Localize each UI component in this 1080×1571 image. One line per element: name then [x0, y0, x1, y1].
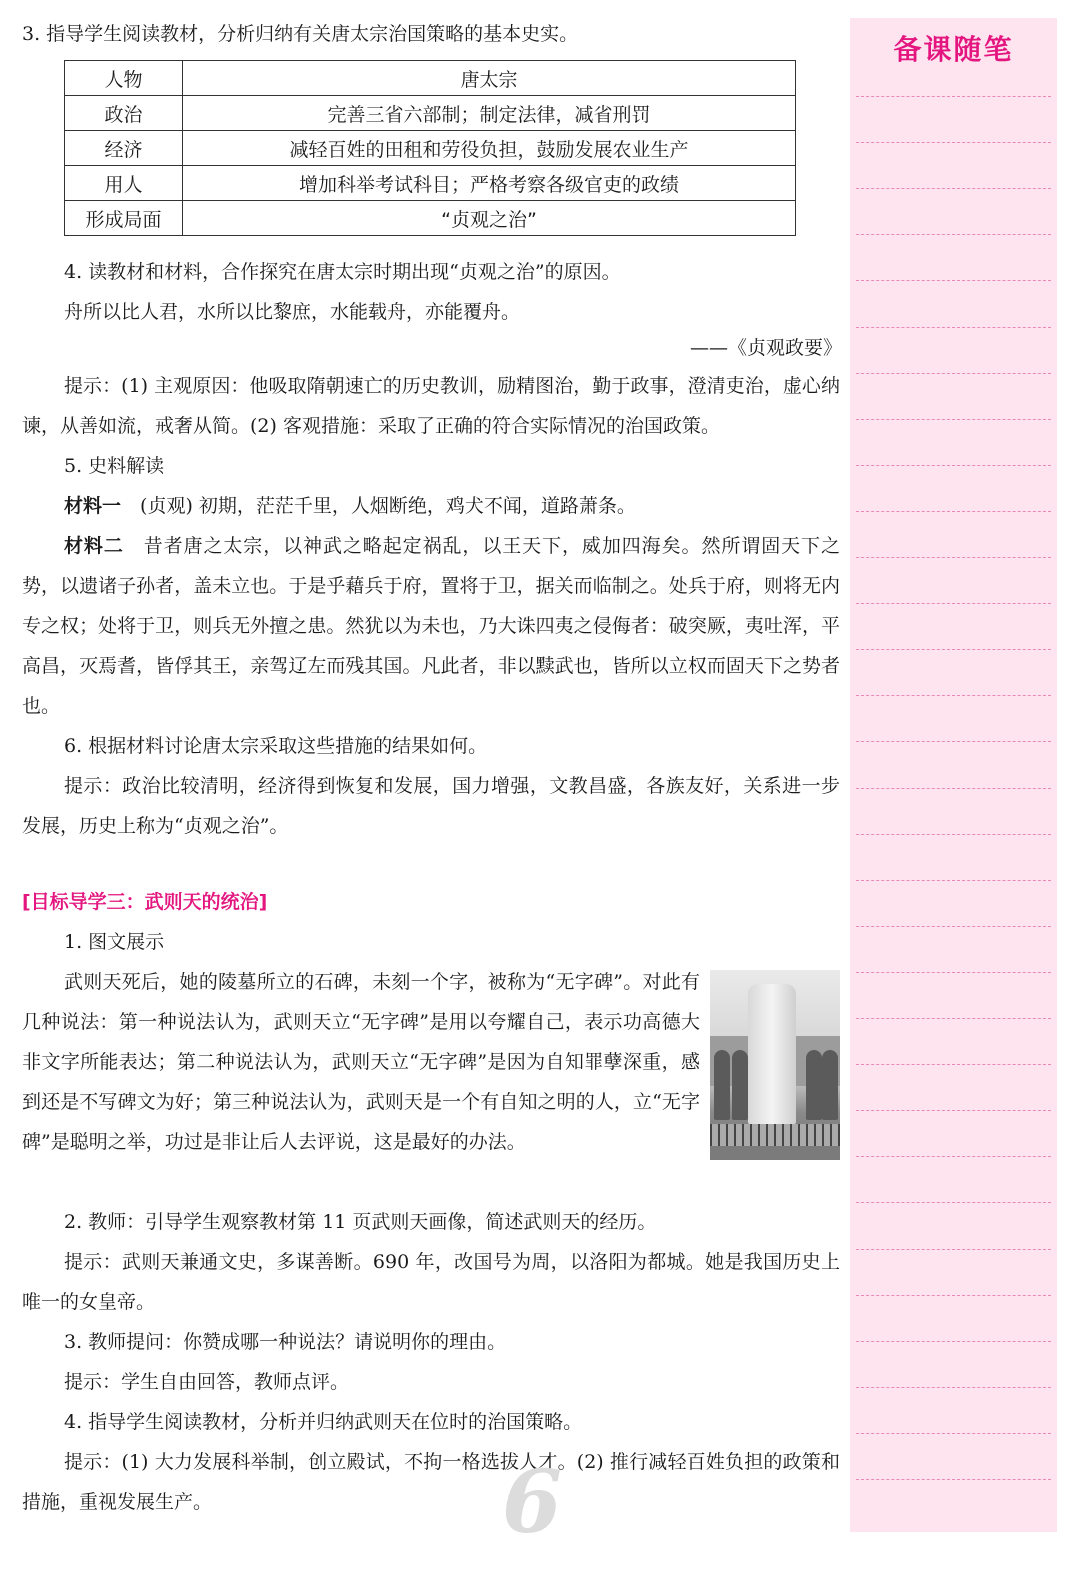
table-row-header: 人物 [65, 61, 183, 96]
s4: 4. 指导学生阅读教材，分析并归纳武则天在位时的治国策略。 [64, 1411, 583, 1433]
table-row [65, 201, 796, 236]
notes-line [856, 834, 1051, 835]
s2: 2. 教师：引导学生观察教材第 11 页武则天画像，简述武则天的经历。 [64, 1211, 657, 1233]
material-1-label: 材料一 [64, 495, 122, 517]
material-2-text: 昔者唐之太宗，以神武之略起定祸乱，以王天下，威加四海矣。然所谓固天下之势，以遗诸子孙者，盖未立也。于是乎藉兵于府，置将于卫，据关而临制之。处兵于府，则将无内专之权；处将于卫，则兵无外擅之患。然犹以为未也，乃大诛四夷之侵侮者：破突厥，夷吐浑，平高昌，灭焉耆，皆俘其王，亲驾辽左而残其国。凡此者，非以黩武也，皆所以立权而固天下之势者也。 [22, 535, 840, 717]
notes-sidebar [850, 18, 1057, 1532]
table-row-header: 用人 [65, 166, 183, 201]
notes-line [856, 695, 1051, 696]
notes-line [856, 1249, 1051, 1250]
hint-4-block [22, 366, 840, 846]
material-2 [22, 526, 840, 726]
notes-line [856, 142, 1051, 143]
table-row-header: 政治 [65, 96, 183, 131]
notes-line [856, 511, 1051, 512]
item-4: 4. 读教材和材料，合作探究在唐太宗时期出现“贞观之治”的原因。 [64, 261, 621, 283]
s1-title: 1. 图文展示 [64, 931, 165, 953]
notes-line [856, 1018, 1051, 1019]
notes-line [856, 741, 1051, 742]
page-number: 6 [502, 1452, 562, 1553]
table-row [65, 96, 796, 131]
table-row [65, 61, 796, 96]
notes-line [856, 1387, 1051, 1388]
notes-line [856, 1433, 1051, 1434]
s4-hint: 提示：(1) 大力发展科举制，创立殿试，不拘一格选拔人才。(2) 推行减轻百姓负担的政策和措施，重视发展生产。 [22, 1451, 840, 1513]
notes-line [856, 188, 1051, 189]
quote-source: ——《贞观政要》 [689, 337, 842, 359]
table-row [65, 166, 796, 201]
material-1 [22, 486, 840, 526]
hint-4: 提示：(1) 主观原因：他吸取隋朝速亡的历史教训，励精图治，勤于政事，澄清吏治，虚心纳谏，从善如流，戒奢从简。(2) 客观措施：采取了正确的符合实际情况的治国政策。 [22, 375, 840, 437]
quote: 舟所以比人君，水所以比黎庶，水能载舟，亦能覆舟。 [64, 301, 521, 323]
notes-line [856, 465, 1051, 466]
item-3: 3. 指导学生阅读教材，分析归纳有关唐太宗治国策略的基本史实。 [22, 23, 579, 45]
notes-line [856, 972, 1051, 973]
notes-line [856, 1479, 1051, 1480]
notes-line [856, 1202, 1051, 1203]
s2-hint: 提示：武则天兼通文史，多谋善断。690 年，改国号为周，以洛阳为都城。她是我国历史上唯一的女皇帝。 [22, 1251, 840, 1313]
notes-line [856, 926, 1051, 927]
table-row-header: 经济 [65, 131, 183, 166]
policy-table [64, 60, 796, 236]
notes-line [856, 1341, 1051, 1342]
notes-line [856, 1156, 1051, 1157]
stele-icon [748, 984, 796, 1124]
notes-line [856, 649, 1051, 650]
notes-line [856, 419, 1051, 420]
notes-line [856, 96, 1051, 97]
notes-line [856, 880, 1051, 881]
notes-line [856, 280, 1051, 281]
sidebar-title: 备课随笔 [893, 33, 1014, 66]
item-4-block [22, 252, 840, 332]
table-cell: 唐太宗 [183, 61, 796, 96]
notes-line [856, 603, 1051, 604]
s1-text: 武则天死后，她的陵墓所立的石碑，未刻一个字，被称为“无字碑”。对此有几种说法：第一种说法认为，武则天立“无字碑”是用以夸耀自己，表示功高德大非文字所能表达；第二种说法认为，武则天立“无字碑”是因为自知罪孽深重，感到还是不写碑文为好；第三种说法认为，武则天是一个有自知之明的人，立“无字碑”是聪明之举，功过是非让后人去评说，这是最好的办法。 [22, 971, 700, 1153]
notes-line [856, 1110, 1051, 1111]
hint-6: 提示：政治比较清明，经济得到恢复和发展，国力增强，文教昌盛，各族友好，关系进一步发展，历史上称为“贞观之治”。 [22, 775, 840, 837]
notes-line [856, 1295, 1051, 1296]
table-cell: 减轻百姓的田租和劳役负担，鼓励发展农业生产 [183, 131, 796, 166]
notes-line [856, 234, 1051, 235]
notes-line [856, 373, 1051, 374]
table-cell: 完善三省六部制；制定法律，减省刑罚 [183, 96, 796, 131]
s3-hint: 提示：学生自由回答，教师点评。 [64, 1371, 350, 1393]
notes-line [856, 788, 1051, 789]
table-cell: “贞观之治” [183, 201, 796, 236]
section-heading-3: [目标导学三：武则天的统治] [22, 891, 268, 913]
wordless-stele-photo [710, 970, 840, 1160]
table-row-header: 形成局面 [65, 201, 183, 236]
material-2-label: 材料二 [64, 535, 124, 557]
item-5: 5. 史料解读 [64, 455, 165, 477]
s3: 3. 教师提问：你赞成哪一种说法？请说明你的理由。 [64, 1331, 507, 1353]
notes-line [856, 327, 1051, 328]
notes-line [856, 557, 1051, 558]
section-3-rest [22, 1202, 840, 1522]
item-6: 6. 根据材料讨论唐太宗采取这些措施的结果如何。 [64, 735, 488, 757]
table-cell: 增加科举考试科目；严格考察各级官吏的政绩 [183, 166, 796, 201]
table-row [65, 131, 796, 166]
notes-line [856, 1064, 1051, 1065]
material-1-text: (贞观) 初期，茫茫千里，人烟断绝，鸡犬不闻，道路萧条。 [140, 495, 636, 517]
